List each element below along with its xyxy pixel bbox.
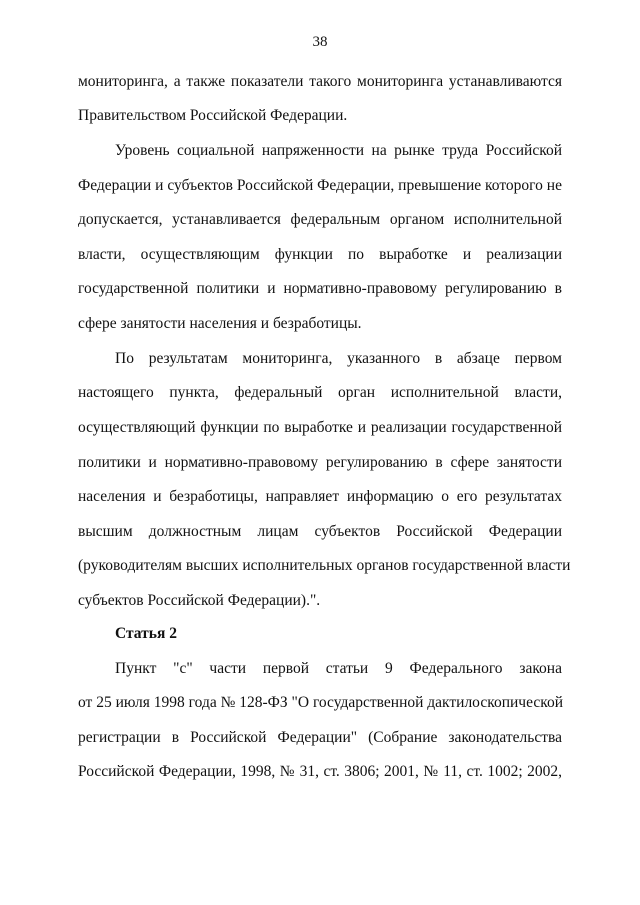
page-number: 38: [312, 34, 328, 50]
text-line: регистрации в Российской Федерации" (Собрание законодательства: [78, 729, 562, 746]
text-line: субъектов Российской Федерации).".: [78, 592, 321, 609]
text-line: Уровень социальной напряженности на рынке труда Российской: [115, 142, 562, 159]
text-line: допускается, устанавливается федеральным органом исполнительной: [78, 211, 562, 228]
text-line: населения и безработицы, направляет информацию о его результатах: [78, 488, 562, 505]
text-line: Российской Федерации, 1998, № 31, ст. 3806; 2001, № 11, ст. 1002; 2002,: [78, 763, 562, 780]
text-line: высшим должностным лицам субъектов Российской Федерации: [78, 523, 562, 540]
text-line: осуществляющий функции по выработке и реализации государственной: [78, 419, 562, 436]
text-line: сфере занятости населения и безработицы.: [78, 315, 362, 332]
article-heading: Статья 2: [115, 625, 177, 642]
text-line: Правительством Российской Федерации.: [78, 107, 348, 124]
text-line: Федерации и субъектов Российской Федерации, превышение которого не: [78, 177, 562, 194]
text-line: настоящего пункта, федеральный орган исполнительной власти,: [78, 384, 562, 401]
text-line: политики и нормативно-правовому регулированию в сфере занятости: [78, 454, 562, 471]
text-line: (руководителям высших исполнительных органов государственной власти: [78, 557, 571, 574]
text-line: от 25 июля 1998 года № 128-ФЗ "О государственной дактилоскопической: [78, 694, 564, 711]
text-line: власти, осуществляющим функции по выработке и реализации: [78, 246, 562, 263]
text-line: мониторинга, а также показатели такого мониторинга устанавливаются: [78, 73, 562, 90]
text-line: По результатам мониторинга, указанного в абзаце первом: [115, 350, 562, 367]
text-line: Пункт "с" части первой статьи 9 Федерального закона: [115, 660, 562, 677]
text-line: государственной политики и нормативно-правовому регулированию в: [78, 280, 562, 297]
